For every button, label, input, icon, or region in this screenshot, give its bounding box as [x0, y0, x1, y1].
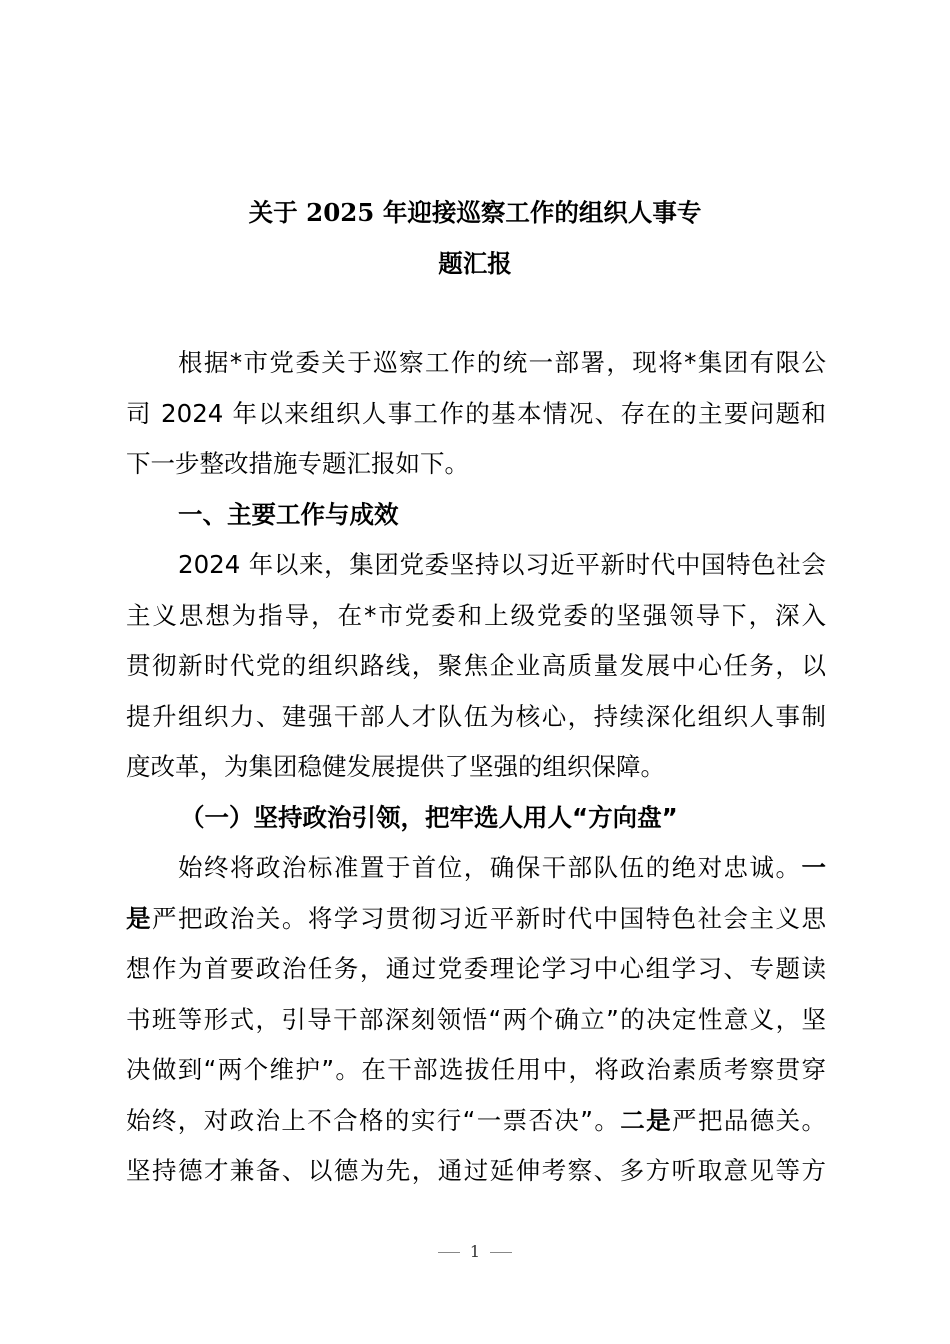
sub6-text: 始终，对政治上不合格的实行“一票否决”。	[126, 1105, 621, 1135]
subsection1-line-5: 决做到“两个维护”。在干部选拔任用中，将政治素质考察贯穿	[126, 1055, 826, 1084]
subsection1-line-2	[126, 894, 826, 945]
title-line-2: 题汇报	[438, 248, 512, 278]
document-title	[126, 188, 824, 289]
section-heading-1: 一、主要工作与成效	[178, 499, 399, 529]
page-number: 1	[469, 1242, 481, 1261]
section1-line-3: 贯彻新时代党的组织路线，聚焦企业高质量发展中心任务，以	[126, 651, 826, 680]
sub1-text: 始终将政治标准置于首位，确保干部队伍的绝对忠诚。	[178, 853, 802, 882]
page-footer	[0, 1242, 950, 1261]
intro-line-2: 司 2024 年以来组织人事工作的基本情况、存在的主要问题和	[126, 398, 826, 428]
intro-line-3: 下一步整改措施专题汇报如下。	[126, 449, 469, 478]
section1-line-2: 主义思想为指导，在*市党委和上级党委的坚强领导下，深入	[126, 600, 826, 630]
subsection-heading-1: （一）坚持政治引领，把牢选人用人“方向盘”	[180, 802, 678, 832]
sub2-bold: 是	[126, 903, 152, 933]
subsection1-line-6	[126, 1096, 826, 1147]
section1-line-5: 度改革，为集团稳健发展提供了坚强的组织保障。	[126, 752, 665, 781]
footer-dash-left	[438, 1252, 460, 1253]
subsection1-line-3: 想作为首要政治任务，通过党委理论学习中心组学习、专题读	[126, 954, 826, 983]
intro-line-1: 根据*市党委关于巡察工作的统一部署，现将*集团有限公	[178, 348, 826, 377]
sub1-bold: 一	[801, 853, 826, 882]
subsection1-line-7: 坚持德才兼备、以德为先，通过延伸考察、多方听取意见等方	[126, 1156, 826, 1185]
title-line-1: 关于 2025 年迎接巡察工作的组织人事专	[248, 198, 702, 227]
sub6-bold: 二是	[620, 1105, 673, 1135]
sub2-text: 严把政治关。将学习贯彻习近平新时代中国特色社会主义思	[151, 903, 827, 933]
section1-line-4: 提升组织力、建强干部人才队伍为核心，持续深化组织人事制	[126, 701, 826, 731]
subsection1-line-1	[126, 843, 826, 894]
sub6-tail: 严把品德关。	[672, 1105, 827, 1135]
section1-line-1: 2024 年以来，集团党委坚持以习近平新时代中国特色社会	[178, 550, 826, 579]
subsection1-line-4: 书班等形式，引导干部深刻领悟“两个确立”的决定性意义，坚	[126, 1004, 826, 1034]
footer-dash-right	[490, 1252, 512, 1253]
document-body	[126, 338, 826, 1197]
